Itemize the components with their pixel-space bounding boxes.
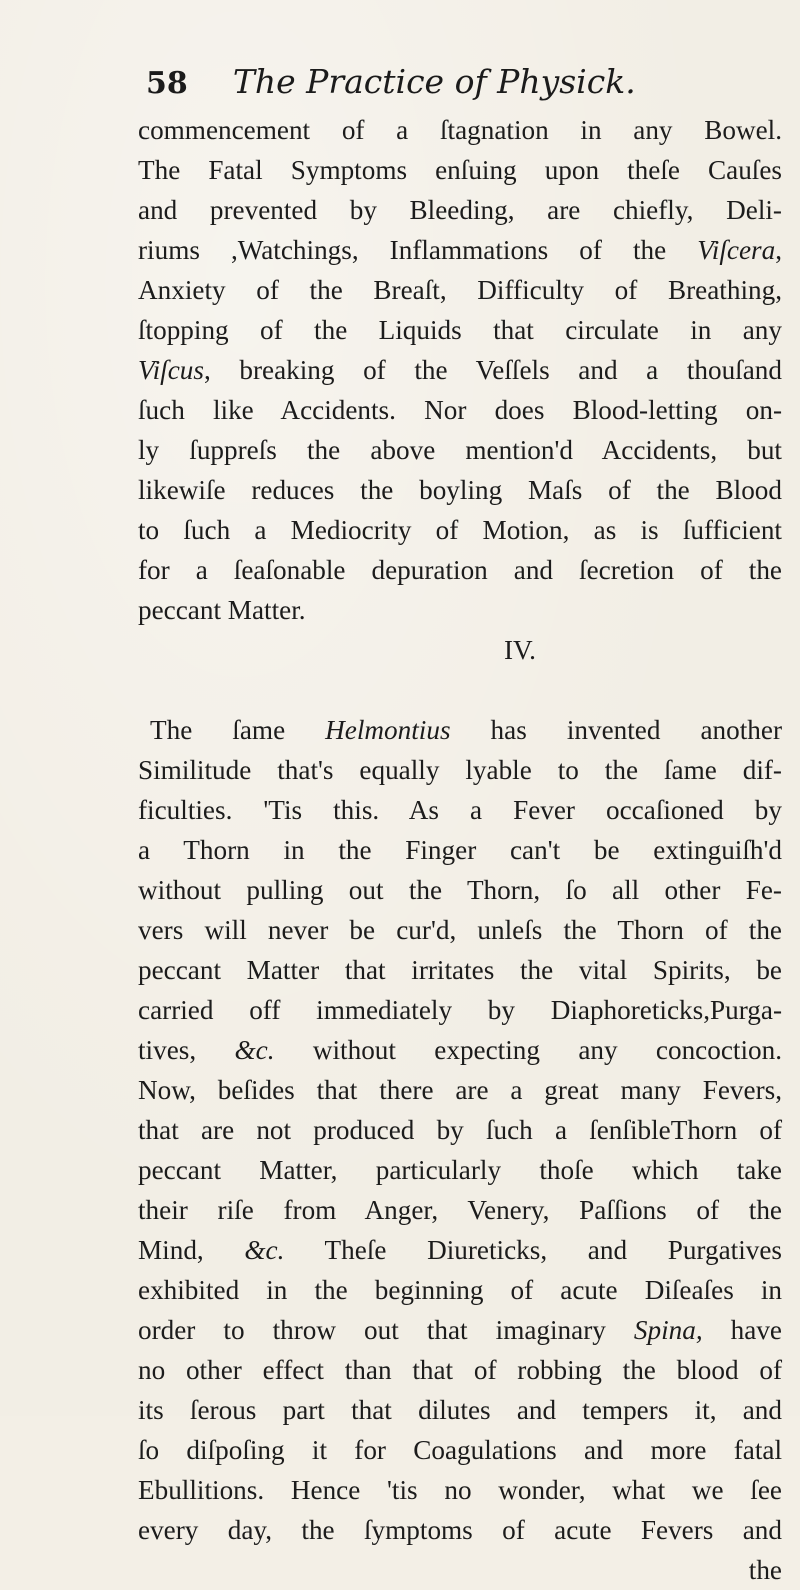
text-line: Now, beſides that there are a great many Fevers,	[138, 1075, 782, 1105]
section-numeral: IV.	[504, 635, 536, 665]
text-line: a Thorn in the Finger can't be extinguiſh'd	[138, 835, 782, 865]
paragraph	[138, 710, 782, 1550]
text-line: its ſerous part that dilutes and tempers it, and	[138, 1395, 782, 1425]
text-line: Similitude that's equally lyable to the ſame dif-	[138, 755, 782, 785]
text-line: without pulling out the Thorn, ſo all other Fe-	[138, 875, 782, 905]
italic-term: &c.	[234, 1035, 275, 1065]
text-line: no other effect than that of robbing the blood of	[138, 1355, 782, 1385]
catchword-line	[138, 1550, 782, 1590]
text-line: peccant Matter.	[138, 595, 306, 625]
text-line: ly ſuppreſs the above mention'd Accidents, but	[138, 435, 782, 465]
paragraph	[138, 110, 782, 630]
paragraph-gap	[138, 670, 782, 710]
text-line: carried off immediately by Diaphoreticks,Purga-	[138, 995, 782, 1025]
page-number: 58	[146, 66, 188, 101]
text-line: exhibited in the beginning of acute Diſeaſes in	[138, 1275, 782, 1305]
text-line: every day, the ſymptoms of acute Fevers and	[138, 1515, 782, 1545]
text-line: peccant Matter that irritates the vital Spirits, be	[138, 955, 782, 985]
text-line: to ſuch a Mediocrity of Motion, as is ſufficient	[138, 515, 782, 545]
page-header	[146, 62, 636, 114]
text-line: ſo diſpoſing it for Coagulations and more fatal	[138, 1435, 782, 1465]
italic-term: Viſcera	[697, 235, 776, 265]
text-line: their riſe from Anger, Venery, Paſſions of the	[138, 1195, 782, 1225]
text-line: The Fatal Symptoms enſuing upon theſe Cauſes	[138, 155, 782, 185]
text-line: The ſame Helmontius has invented another	[150, 715, 782, 745]
text-line: commencement of a ſtagnation in any Bowel.	[138, 115, 782, 145]
section-heading	[138, 630, 782, 670]
text-line: riums ,Watchings, Inflammations of the Viſcera,	[138, 235, 782, 265]
italic-term: &c.	[244, 1235, 285, 1265]
text-line: Viſcus, breaking of the Veſſels and a thouſand	[138, 355, 782, 385]
catchword: the	[748, 1555, 782, 1585]
text-line: Ebullitions. Hence 'tis no wonder, what we ſee	[138, 1475, 782, 1505]
text-line: for a ſeaſonable depuration and ſecretion of the	[138, 555, 782, 585]
italic-term: Spina,	[633, 1315, 703, 1345]
running-title: The Practice of Physick.	[232, 62, 636, 101]
text-line: tives, &c. without expecting any concoction.	[138, 1035, 782, 1065]
text-line: ſuch like Accidents. Nor does Blood-letting on-	[138, 395, 782, 425]
text-line: peccant Matter, particularly thoſe which take	[138, 1155, 782, 1185]
text-line: ficulties. 'Tis this. As a Fever occaſioned by	[138, 795, 782, 825]
text-line: Anxiety of the Breaſt, Difficulty of Breathing,	[138, 275, 782, 305]
italic-term: Helmontius	[325, 715, 451, 745]
text-line: order to throw out that imaginary Spina, have	[138, 1315, 783, 1345]
body-text	[138, 110, 782, 1590]
text-line: Mind, &c. Theſe Diureticks, and Purgatives	[138, 1235, 782, 1265]
text-line: that are not produced by ſuch a ſenſibleThorn of	[138, 1115, 782, 1145]
italic-term: Viſcus	[138, 355, 204, 385]
text-line: likewiſe reduces the boyling Maſs of the Blood	[138, 475, 782, 505]
text-line: and prevented by Bleeding, are chiefly, Deli-	[138, 195, 782, 225]
text-line: vers will never be cur'd, unleſs the Thorn of the	[138, 915, 782, 945]
text-line: ſtopping of the Liquids that circulate in any	[138, 315, 782, 345]
